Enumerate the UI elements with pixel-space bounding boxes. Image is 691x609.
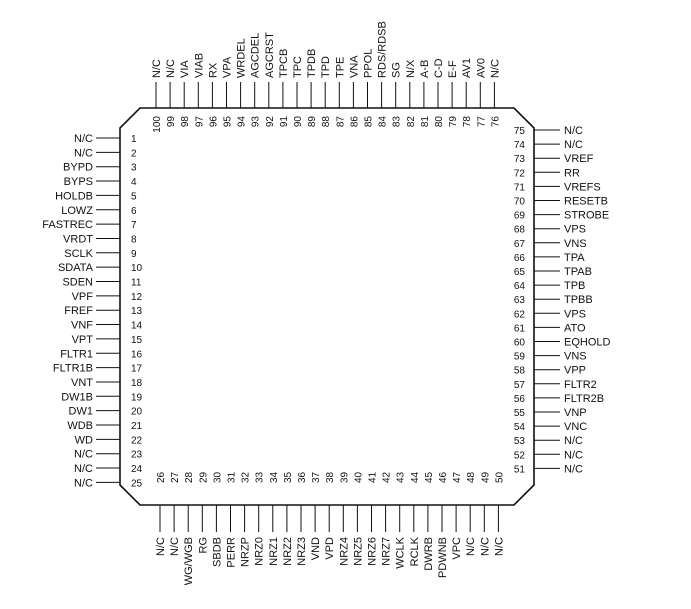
pin-name-label: PPOL <box>362 48 375 78</box>
pin-name-label: EQHOLD <box>564 336 611 349</box>
pin-name-label: FREF <box>64 305 93 318</box>
pin-name-label: N/C <box>74 133 93 145</box>
pin-number-label: 49 <box>480 471 492 483</box>
pin-number-label: 67 <box>513 238 525 250</box>
pin-number-label: 39 <box>339 471 351 483</box>
pin-name-label: VNF <box>71 319 93 332</box>
pin-name-label: NRZ3 <box>296 537 308 566</box>
pin-number-label: 68 <box>513 224 525 236</box>
pin-name-label: TPC <box>292 56 304 78</box>
pin-name-label: TPCB <box>277 48 290 78</box>
pin-number-label: 91 <box>278 116 290 128</box>
pin-number-label: 15 <box>131 334 143 346</box>
pin-number-label: 20 <box>131 406 143 418</box>
pin-name-label: N/C <box>493 537 506 556</box>
pin-number-label: 81 <box>419 116 431 128</box>
pin-number-label: 13 <box>131 306 143 318</box>
pin-number-label: 78 <box>462 116 474 128</box>
pin-number-label: 99 <box>166 116 178 128</box>
pin-name-label: AGCRST <box>263 32 276 78</box>
pin-number-label: 94 <box>236 116 248 128</box>
pin-number-label: 61 <box>513 323 525 335</box>
pin-number-label: 22 <box>131 435 143 447</box>
pin-name-label: NRZ6 <box>366 537 379 566</box>
pin-number-label: 45 <box>423 471 435 483</box>
pin-number-label: 10 <box>131 263 143 275</box>
pin-number-label: 52 <box>513 450 525 462</box>
pin-name-label: N/C <box>489 59 502 78</box>
pin-name-label: RESETB <box>564 195 609 208</box>
pin-number-label: 63 <box>513 295 525 307</box>
pin-number-label: 33 <box>254 471 266 483</box>
pin-name-label: VNP <box>564 407 587 419</box>
pin-name-label: RX <box>207 62 220 78</box>
pin-number-label: 16 <box>131 349 143 361</box>
pin-name-label: PERR <box>225 537 238 568</box>
pin-name-label: WD <box>74 434 93 447</box>
pin-number-label: 18 <box>131 377 143 389</box>
pin-name-label: N/C <box>479 537 492 556</box>
pin-name-label: WG/WGB <box>183 537 196 586</box>
pin-number-label: 90 <box>293 116 304 128</box>
pin-name-label: AV1 <box>461 58 474 78</box>
pin-number-label: 62 <box>513 309 525 321</box>
pin-name-label: VPS <box>564 223 587 236</box>
pin-name-label: TPE <box>334 56 347 78</box>
pin-name-label: VND <box>310 537 323 561</box>
pin-name-label: N/C <box>564 139 583 152</box>
pin-name-label: TPBB <box>564 294 593 307</box>
pin-number-label: 24 <box>131 464 143 476</box>
pin-name-label: N/C <box>155 537 167 556</box>
pin-number-label: 79 <box>448 116 460 128</box>
pin-number-label: 92 <box>264 116 276 128</box>
pin-name-label: NRZ4 <box>338 537 351 566</box>
pin-number-label: 30 <box>212 471 224 483</box>
pin-number-label: 42 <box>381 471 393 483</box>
pin-name-label: DW1B <box>61 391 93 404</box>
pin-name-label: VREFS <box>564 181 601 194</box>
pin-number-label: 82 <box>405 116 417 128</box>
pin-number-label: 96 <box>208 116 220 128</box>
pin-number-label: 28 <box>184 471 196 483</box>
pin-number-label: 73 <box>513 154 525 166</box>
pin-number-label: 2 <box>131 148 137 160</box>
pin-number-label: 74 <box>513 140 525 152</box>
pin-name-label: WDB <box>67 420 93 432</box>
pin-name-label: N/C <box>74 477 93 490</box>
pin-name-label: N/C <box>564 125 583 137</box>
pin-name-label: NRZ1 <box>267 537 280 566</box>
pin-name-label: VREF <box>564 153 594 166</box>
pin-name-label: FLTR2 <box>564 378 597 391</box>
pin-number-label: 7 <box>131 220 137 232</box>
pin-number-label: 47 <box>452 471 464 483</box>
pin-name-label: VPT <box>71 333 93 346</box>
pin-name-label: N/C <box>165 59 178 78</box>
pin-name-label: C-D <box>433 58 445 78</box>
pin-number-label: 5 <box>131 191 137 203</box>
pin-name-label: VNC <box>564 421 588 434</box>
pin-name-label: VNA <box>348 55 361 78</box>
pin-number-label: 48 <box>466 471 478 483</box>
pin-number-label: 66 <box>513 252 525 264</box>
pin-number-label: 29 <box>198 471 210 483</box>
pin-name-label: HOLDB <box>55 190 93 203</box>
pin-number-label: 34 <box>268 471 280 483</box>
pin-number-label: 93 <box>250 116 262 128</box>
pin-number-label: 11 <box>131 277 142 289</box>
pin-number-label: 23 <box>131 449 143 461</box>
pin-name-label: FLTR2B <box>564 392 605 405</box>
pin-number-label: 9 <box>131 248 137 260</box>
pin-name-label: VPS <box>564 308 587 321</box>
pin-name-label: VPA <box>221 56 234 78</box>
pin-number-label: 4 <box>131 177 137 189</box>
pin-name-label: N/C <box>564 463 583 476</box>
pin-name-label: N/C <box>74 147 93 160</box>
pin-name-label: FLTR1 <box>60 348 93 361</box>
pin-name-label: BYPD <box>63 161 93 174</box>
pin-number-label: 89 <box>307 116 319 128</box>
pin-number-label: 26 <box>156 471 167 483</box>
pin-name-label: TPAB <box>564 266 592 278</box>
pin-number-label: 41 <box>367 471 379 483</box>
pin-name-label: VPP <box>564 364 587 377</box>
pin-name-label: DW1 <box>68 405 93 418</box>
pin-name-label: SCLK <box>64 247 93 260</box>
pin-number-label: 40 <box>353 471 365 483</box>
pin-name-label: VIA <box>179 60 192 78</box>
pin-name-label: VNS <box>564 350 587 363</box>
pin-name-label: PDWNB <box>437 537 449 578</box>
pin-name-label: NRZP <box>239 537 252 567</box>
pin-number-label: 35 <box>282 471 294 483</box>
pin-name-label: FLTR1B <box>52 362 93 375</box>
pin-name-label: SBDB <box>211 537 224 567</box>
pin-number-label: 54 <box>513 422 525 434</box>
pin-number-label: 57 <box>513 379 525 391</box>
pin-number-label: 85 <box>363 116 375 128</box>
pin-number-label: 84 <box>377 116 389 128</box>
pin-name-label: NRZ5 <box>352 537 365 566</box>
pin-number-label: 8 <box>131 234 137 246</box>
pin-number-label: 80 <box>434 116 445 128</box>
pin-number-label: 43 <box>395 471 407 483</box>
pin-name-label: BYPS <box>63 176 93 189</box>
pin-name-label: VNT <box>71 376 93 389</box>
pin-name-label: WCLK <box>394 537 407 569</box>
pin-name-label: TPB <box>564 280 586 293</box>
pin-name-label: VIAB <box>193 52 206 78</box>
pin-number-label: 53 <box>513 436 525 448</box>
pin-name-label: RG <box>197 537 210 554</box>
pin-number-label: 51 <box>513 464 525 476</box>
pin-number-label: 70 <box>513 196 525 208</box>
pin-number-label: 100 <box>152 116 163 133</box>
pin-name-label: TPA <box>564 251 585 264</box>
pin-number-label: 31 <box>226 471 238 483</box>
pin-number-label: 98 <box>180 116 192 128</box>
pin-name-label: RCLK <box>408 537 421 567</box>
pin-number-label: 14 <box>131 320 143 332</box>
pin-number-label: 77 <box>476 116 488 128</box>
pin-number-label: 55 <box>513 408 525 419</box>
pin-number-label: 75 <box>513 126 525 137</box>
pin-name-label: VNS <box>564 237 587 250</box>
pin-name-label: VPC <box>451 537 464 560</box>
chip-body <box>120 108 534 505</box>
pin-name-label: DWRB <box>422 537 435 571</box>
pin-number-label: 46 <box>438 471 449 483</box>
pin-number-label: 38 <box>325 471 337 483</box>
pin-number-label: 27 <box>170 471 182 483</box>
pin-number-label: 6 <box>131 205 137 217</box>
pin-name-label: N/C <box>564 449 583 462</box>
pin-number-label: 19 <box>131 392 143 404</box>
pin-name-label: TPD <box>320 56 333 78</box>
pin-name-label: TPDB <box>306 48 319 78</box>
pin-number-label: 83 <box>391 116 403 128</box>
pin-number-label: 64 <box>513 281 525 293</box>
pin-number-label: 56 <box>513 393 525 405</box>
pin-number-label: 71 <box>513 182 525 194</box>
pin-name-label: NRZ7 <box>380 537 393 566</box>
pin-name-label: ATO <box>564 322 586 335</box>
pin-name-label: STROBE <box>564 209 610 222</box>
pin-number-label: 59 <box>513 351 525 363</box>
pin-number-label: 72 <box>513 168 525 180</box>
pin-number-label: 32 <box>240 471 252 483</box>
pin-name-label: LOWZ <box>61 204 93 217</box>
pin-name-label: VPD <box>324 537 337 560</box>
pin-number-label: 69 <box>513 210 525 222</box>
pin-number-label: 1 <box>131 134 137 145</box>
pin-name-label: N/C <box>465 537 478 556</box>
pin-number-label: 58 <box>513 365 525 377</box>
pin-name-label: SDEN <box>62 276 93 289</box>
pin-number-label: 50 <box>494 471 506 483</box>
pin-name-label: VRDT <box>63 233 93 246</box>
pin-name-label: SDATA <box>57 262 93 275</box>
pin-name-label: WRDEL <box>235 38 248 78</box>
pin-name-label: N/C <box>169 537 182 556</box>
pin-name-label: N/C <box>74 463 93 476</box>
pin-name-label: RDS/RDSB <box>376 21 389 78</box>
pin-name-label: NRZ0 <box>253 537 266 566</box>
pin-name-label: E-F <box>447 60 460 78</box>
pin-number-label: 65 <box>513 267 525 278</box>
pin-number-label: 88 <box>321 116 333 128</box>
pin-number-label: 95 <box>222 116 234 128</box>
pin-number-label: 44 <box>409 471 421 483</box>
pin-name-label: NRZ2 <box>281 537 294 566</box>
pin-number-label: 36 <box>297 471 308 483</box>
pin-name-label: N/C <box>151 59 163 78</box>
pin-name-label: N/C <box>564 435 583 448</box>
pin-number-label: 17 <box>131 363 143 375</box>
pin-name-label: AGCDEL <box>249 32 262 78</box>
pin-name-label: RR <box>564 167 580 180</box>
pin-name-label: A-B <box>418 59 431 78</box>
pin-name-label: N/X <box>404 59 417 78</box>
pin-number-label: 25 <box>131 478 143 490</box>
pin-name-label: FASTREC <box>42 219 93 232</box>
pin-name-label: N/C <box>74 448 93 461</box>
pin-number-label: 60 <box>513 337 525 349</box>
pin-number-label: 87 <box>335 116 347 128</box>
pin-number-label: 37 <box>311 471 323 483</box>
pin-number-label: 76 <box>490 116 502 128</box>
pin-number-label: 86 <box>349 116 361 128</box>
pin-number-label: 97 <box>194 116 206 128</box>
pin-number-label: 12 <box>131 291 143 303</box>
pin-number-label: 3 <box>131 162 137 174</box>
pin-name-label: VPF <box>71 290 93 303</box>
pin-name-label: SG <box>390 62 403 78</box>
pin-number-label: 21 <box>131 421 143 432</box>
pin-name-label: AV0 <box>475 58 488 78</box>
